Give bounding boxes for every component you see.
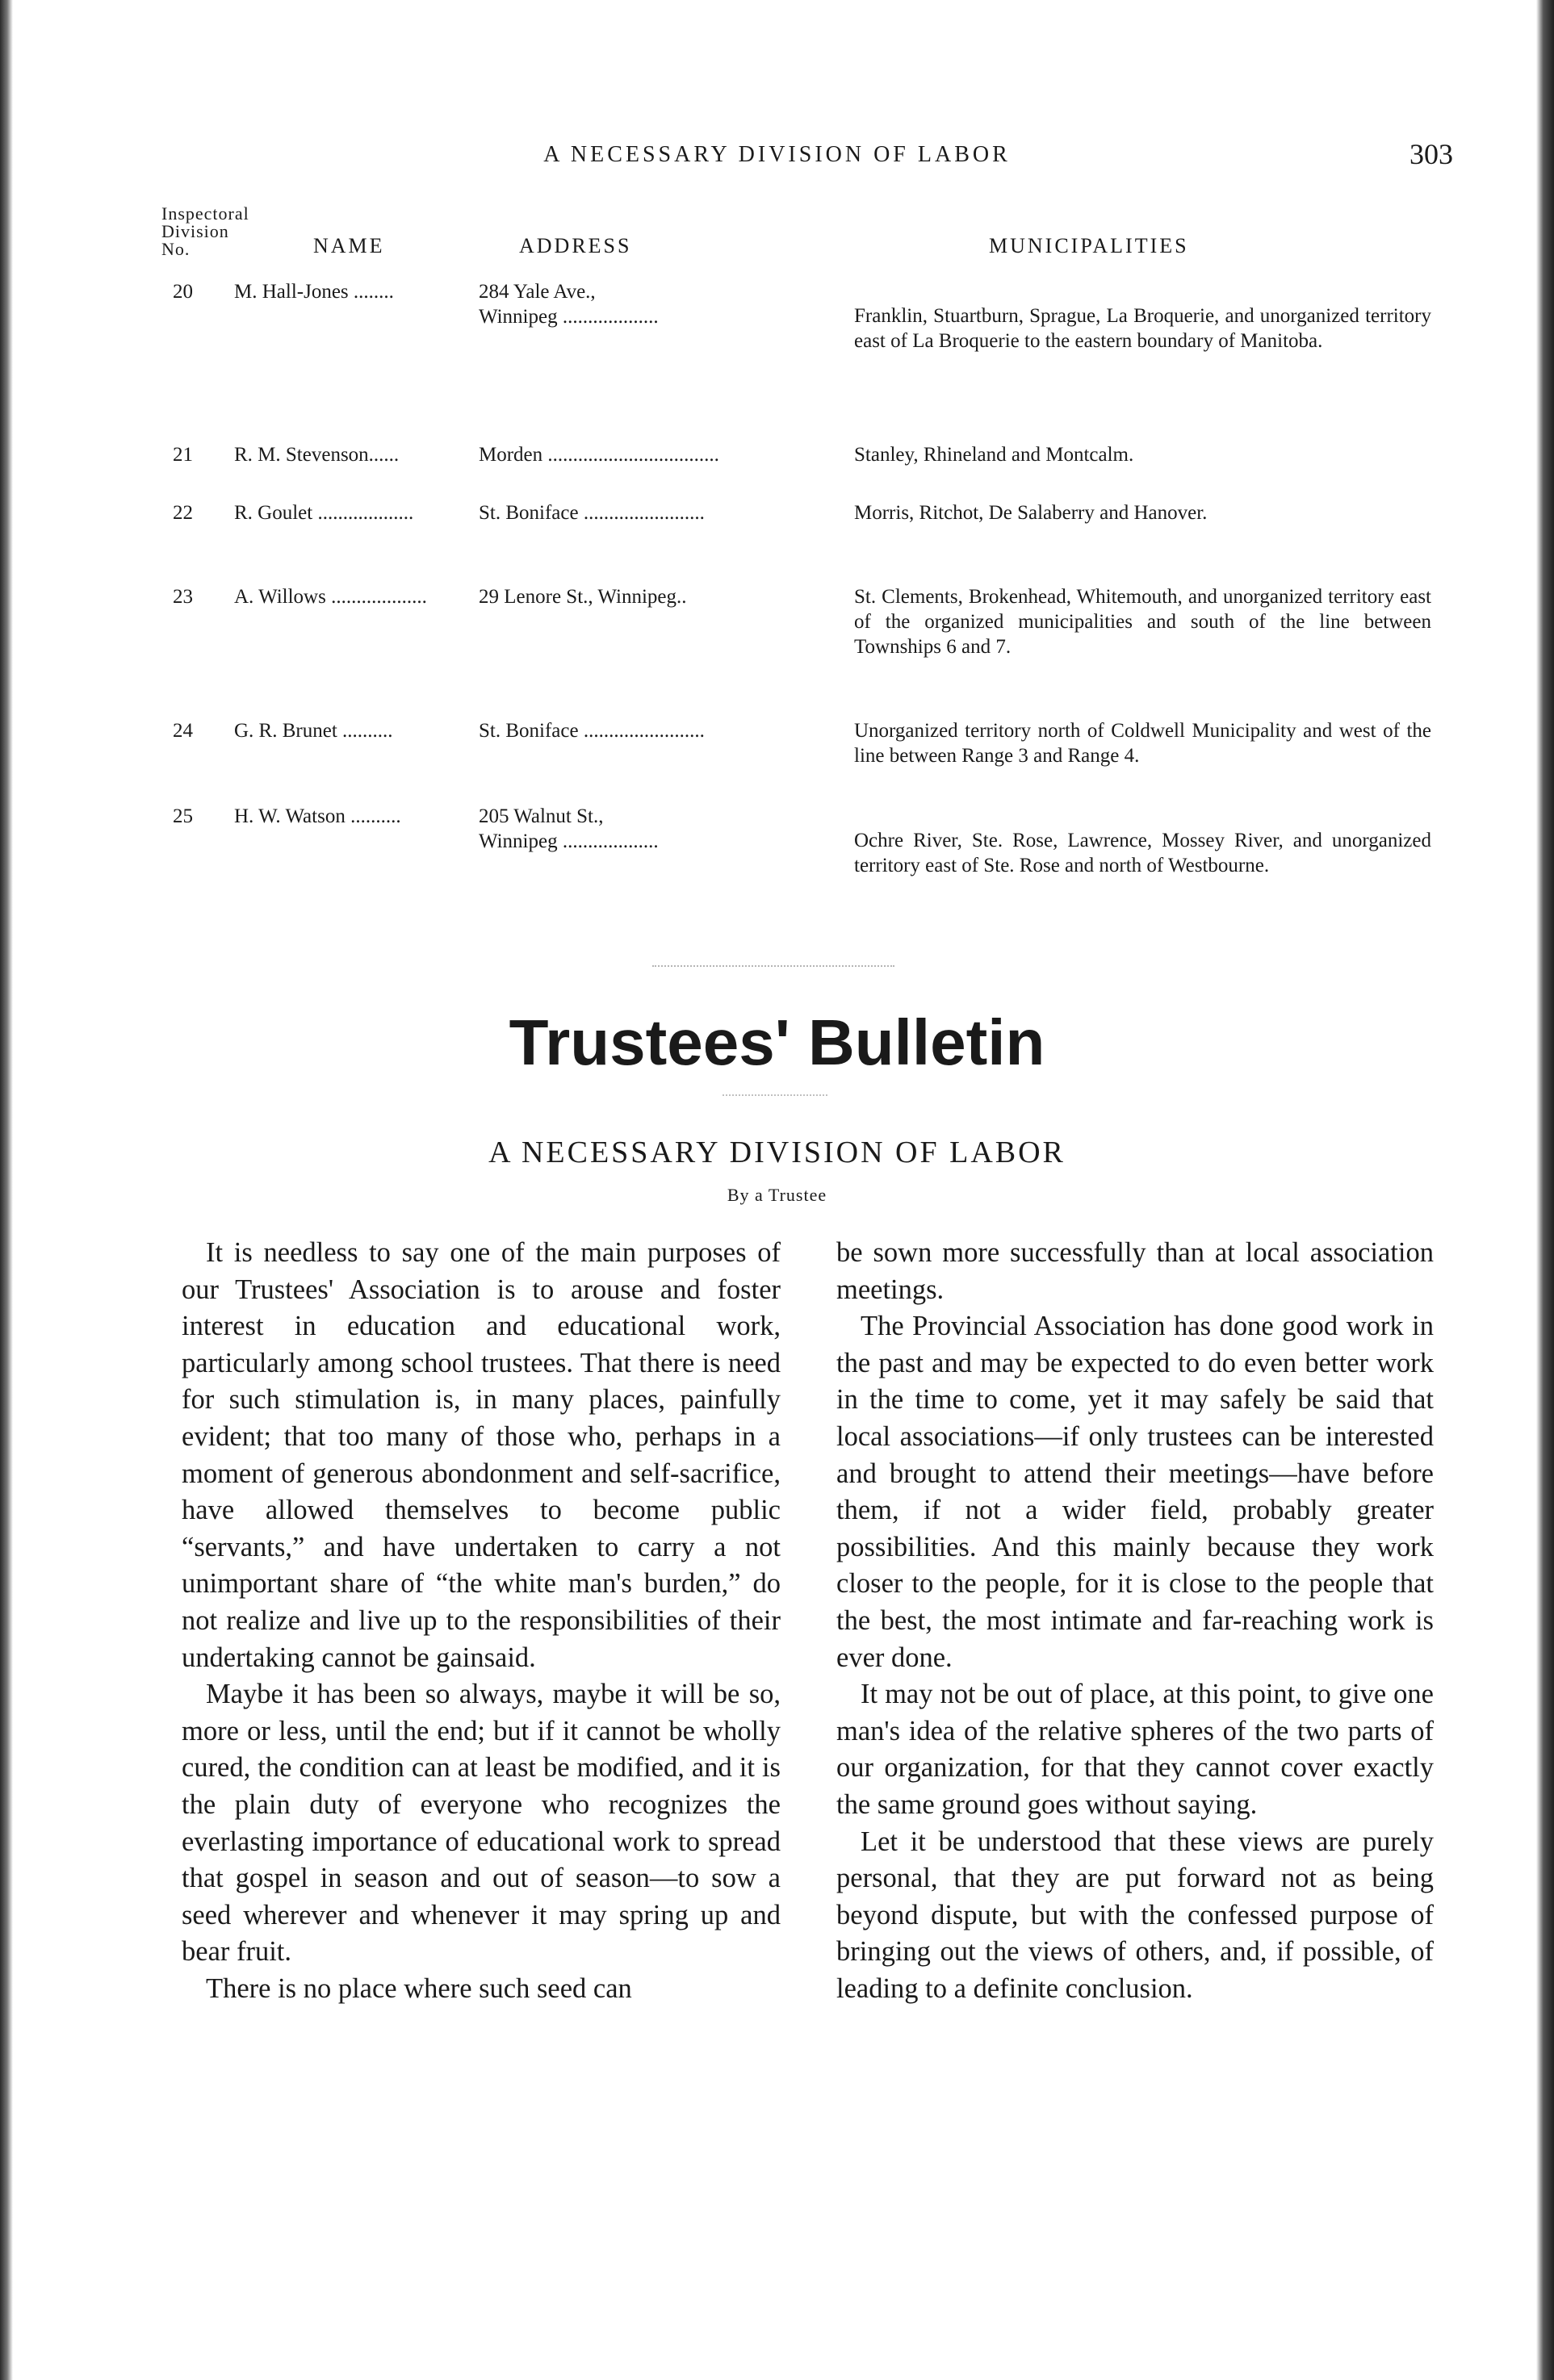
municipalities-list: Morris, Ritchot, De Salaberry and Hanover. xyxy=(854,502,1208,524)
paragraph: It is needless to say one of the main purposes of our Trustees' Association is to arouse and foster interest in education and educational work, particularly among school trustees. That there is need for such stimulation is, in many places, painfully evident; that too many of those who, perhaps in a moment of generous abondonment and self-sacrifice, have allowed themselves to become public “servants,” and have undertaken to carry a not unimportant share of “the white man's burden,” do not realize and live up to the responsibilities of their undertaking cannot be gainsaid. xyxy=(182,1237,781,1673)
division-number: 24 xyxy=(173,720,193,742)
inspector-name: G. R. Brunet .......... xyxy=(234,720,393,742)
inspector-name: R. M. Stevenson...... xyxy=(234,444,400,466)
header-name: NAME xyxy=(313,234,385,257)
page-number: 303 xyxy=(1409,138,1453,170)
inspector-address: St. Boniface ........................ xyxy=(479,720,705,742)
article-title: A NECESSARY DIVISION OF LABOR xyxy=(488,1136,1066,1169)
paragraph: Maybe it has been so always, maybe it will be so, more or less, until the end; but if it cannot be wholly cured, the condition can at least be modified, and it is the plain duty of everyone who recognizes the everlasting importance of educational work to spread that gospel in season and out of season—to sow a seed wherever and whenever it may spring up and bear fruit. xyxy=(182,1679,781,1968)
paragraph: It may not be out of place, at this point, to give one man's idea of the relative spheres of the two parts of our organization, for that they cannot cover exactly the same ground goes without saying. xyxy=(836,1679,1434,1820)
inspector-name: H. W. Watson .......... xyxy=(234,805,401,827)
inspector-name: R. Goulet ................... xyxy=(234,502,414,524)
division-number: 20 xyxy=(173,281,193,303)
header-division-no: Inspectoral Division No. xyxy=(161,203,249,259)
header-address: ADDRESS xyxy=(519,234,632,257)
municipalities-list: Stanley, Rhineland and Montcalm. xyxy=(854,444,1134,466)
municipalities-list: Unorganized territory north of Coldwell Municipality and west of the line between Range 3 and Range 4. xyxy=(854,720,1431,767)
inspector-address: St. Boniface ........................ xyxy=(479,502,705,524)
title-divider xyxy=(723,1094,827,1096)
article-column-left xyxy=(182,1235,781,2007)
bulletin-title: Trustees' Bulletin xyxy=(509,1006,1045,1078)
article-byline: By a Trustee xyxy=(727,1185,827,1205)
header-municipalities: MUNICIPALITIES xyxy=(989,234,1189,257)
section-divider xyxy=(652,965,894,967)
paragraph: The Provincial Association has done good work in the past and may be expected to do even better work in the time to come, yet it may safely be said that local associations—if only trustees can be interested and brought to attend their meetings—have before them, if not a wider field, probably greater possibilities. And this mainly because they work closer to the people, for it is close to the people that the best, the most intimate and far-reaching work is ever done. xyxy=(836,1311,1434,1673)
inspector-address: 29 Lenore St., Winnipeg.. xyxy=(479,586,687,608)
division-number: 22 xyxy=(173,502,193,524)
municipalities-list: St. Clements, Brokenhead, Whitemouth, and unorganized territory east of the organized municipalities and south of the line between Townships 6 and 7. xyxy=(854,586,1431,658)
inspector-name: A. Willows ................... xyxy=(234,586,427,608)
division-number: 25 xyxy=(173,805,193,827)
inspector-address: 284 Yale Ave., Winnipeg ................... xyxy=(479,281,659,328)
inspector-address: Morden .................................. xyxy=(479,444,719,466)
paragraph: There is no place where such seed can xyxy=(206,1972,632,2004)
running-head: A NECESSARY DIVISION OF LABOR xyxy=(543,142,1011,167)
division-number: 23 xyxy=(173,586,193,608)
article-column-right xyxy=(836,1235,1434,2007)
municipalities-list: Ochre River, Ste. Rose, Lawrence, Mossey River, and unorganized territory east of Ste. Rose and north of Westbourne. xyxy=(854,830,1431,876)
paragraph: be sown more successfully than at local association meetings. xyxy=(836,1237,1434,1305)
municipalities-list: Franklin, Stuartburn, Sprague, La Broquerie, and unorganized territory east of La Broquerie to the eastern boundary of Manitoba. xyxy=(854,305,1431,352)
inspector-name: M. Hall-Jones ........ xyxy=(234,281,394,303)
paragraph: Let it be understood that these views are purely personal, that they are put forward not as being beyond dispute, but with the confessed purpose of bringing out the views of others, and, if possible, of leading to a definite conclusion. xyxy=(836,1826,1434,2004)
division-number: 21 xyxy=(173,444,193,466)
inspector-address: 205 Walnut St., Winnipeg ................... xyxy=(479,805,659,852)
